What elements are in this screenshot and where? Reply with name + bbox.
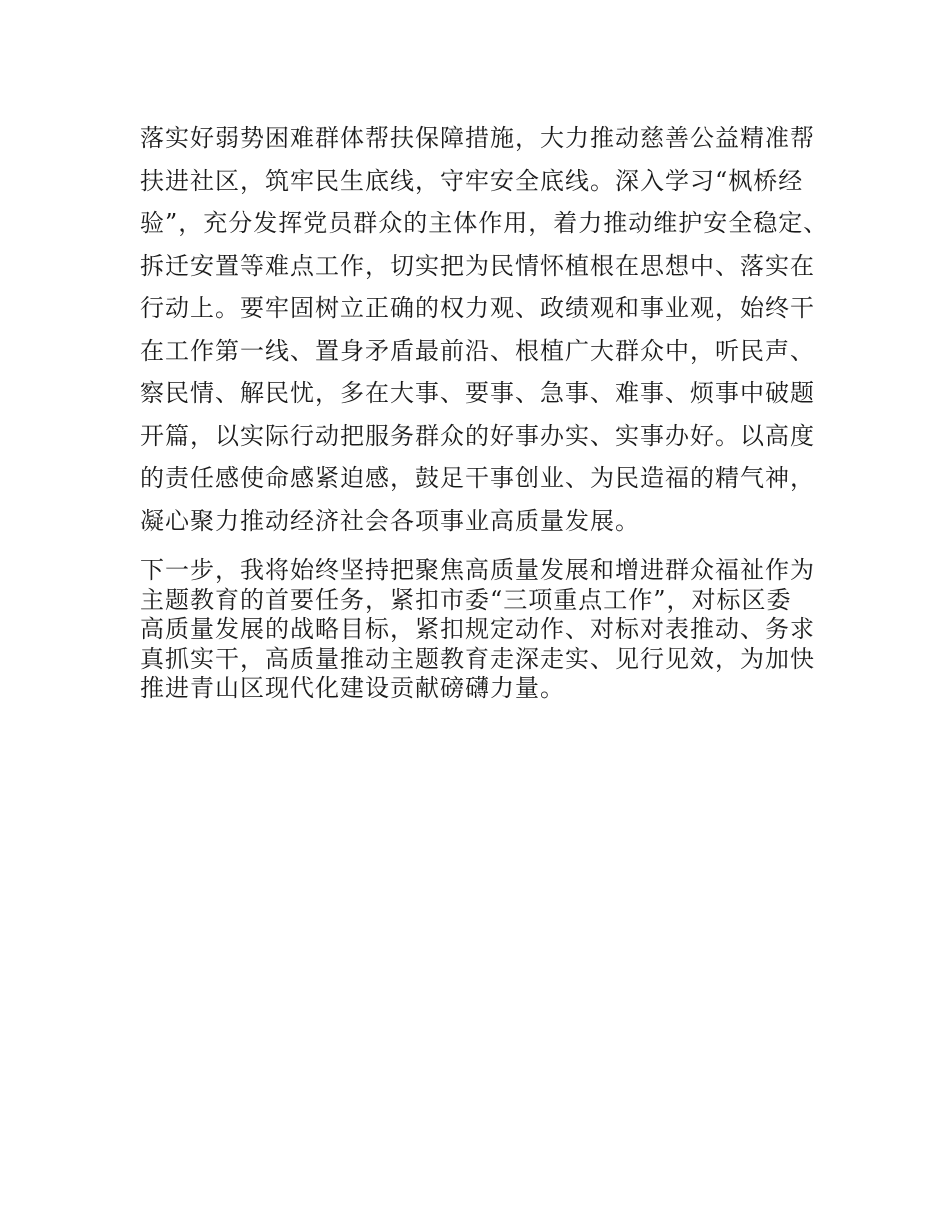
paragraph-1 (140, 117, 840, 542)
text-line: 开篇，以实际行动把服务群众的好事办实、实事办好。以高度 (140, 421, 815, 450)
text-line: 的责任感使命感紧迫感，鼓足干事创业、为民造福的精气神， (140, 464, 815, 492)
text-line: 察民情、解民忧，多在大事、要事、急事、难事、烦事中破题 (140, 379, 815, 407)
text-line: 推进青山区现代化建设贡献磅礴力量。 (140, 674, 565, 702)
text-line: 下一步，我将始终坚持把聚焦高质量发展和增进群众福祉作为 (140, 556, 815, 584)
paragraph-2 (140, 556, 840, 704)
text-line: 在工作第一线、置身矛盾最前沿、根植广大群众中，听民声、 (140, 336, 815, 365)
text-line: 行动上。要牢固树立正确的权力观、政绩观和事业观，始终干 (140, 294, 815, 322)
text-line: 拆迁安置等难点工作，切实把为民情怀植根在思想中、落实在 (140, 251, 815, 280)
text-line: 真抓实干，高质量推动主题教育走深走实、见行见效，为加快 (140, 644, 815, 673)
text-line: 凝心聚力推动经济社会各项事业高质量发展。 (140, 506, 640, 535)
text-line: 落实好弱势困难群体帮扶保障措施，大力推动慈善公益精准帮 (140, 124, 815, 152)
text-line: 主题教育的首要任务，紧扣市委“三项重点工作”，对标区委 (140, 585, 792, 614)
text-line: 高质量发展的战略目标，紧扣规定动作、对标对表推动、务求 (140, 615, 815, 643)
text-line: 验”，充分发挥党员群众的主体作用，着力推动维护安全稳定、 (140, 209, 829, 237)
text-line: 扶进社区，筑牢民生底线，守牢安全底线。深入学习“枫桥经 (140, 166, 804, 195)
